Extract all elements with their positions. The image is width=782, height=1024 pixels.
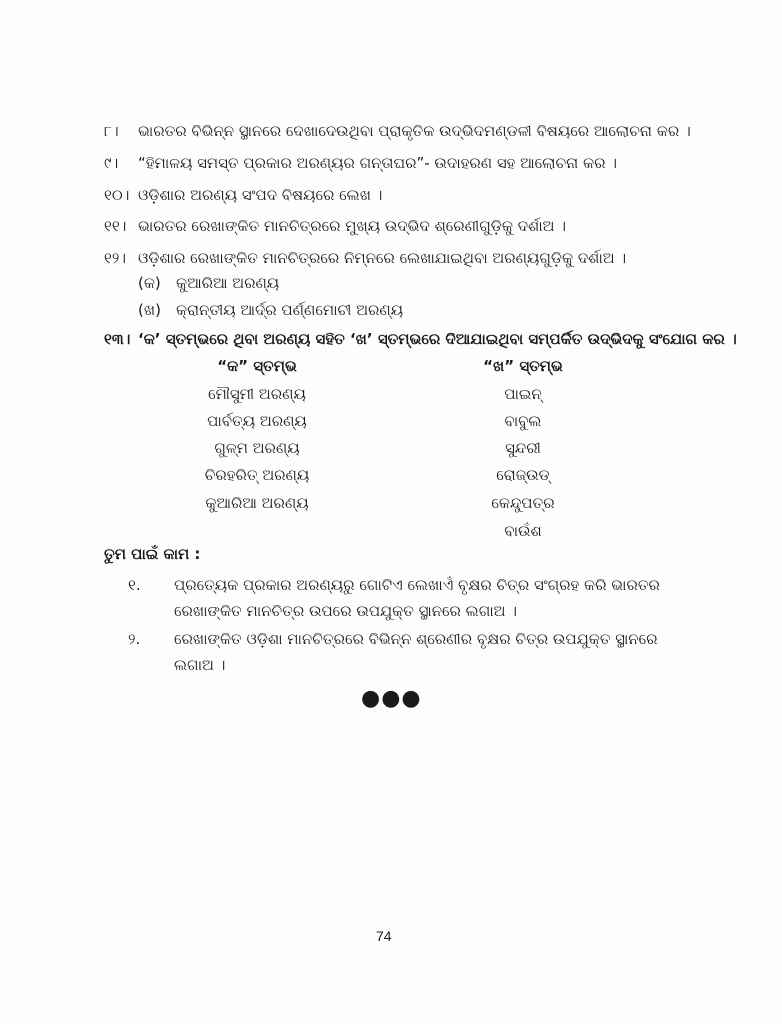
question-text: ଭାରତର ବିଭିନ୍ନ ସ୍ଥାନରେ ଦେଖାଦେଉଥିବା ପ୍ରାକୃତିକ ଉଦ୍ଭିଦମଣ୍ଡଳୀ ବିଷୟରେ ଆଲୋଚନା କର ।	[138, 122, 691, 140]
task-text: ରେଖାଙ୍କିତ ଓଡ଼ିଶା ମାନଚିତ୍ରରେ ବିଭିନ୍ନ ଶ୍ରେଣୀର ବୃକ୍ଷର ଚିତ୍ର ଉପଯୁକ୍ତ ସ୍ଥାନରେ ଲଗାଅ ।	[174, 630, 658, 674]
question-number: ୧୧।	[104, 217, 127, 235]
column-a-item: ଚିରହରିତ୍ ଅରଣ୍ୟ	[204, 466, 310, 484]
question-10	[104, 184, 382, 206]
sub-text: କ୍ରାନ୍ତୀୟ ଆର୍ଦ୍ର ପର୍ଣ୍ଣମୋଚୀ ଅରଣ୍ୟ	[176, 301, 404, 319]
column-a-heading: “କ” ସ୍ତମ୍ଭ	[217, 357, 297, 375]
section-separator: ●●●	[361, 686, 422, 711]
task-number: ୧.	[128, 576, 141, 594]
question-number: ୧୩।	[104, 330, 131, 348]
question-text: ଭାରତର ରେଖାଙ୍କିତ ମାନଚିତ୍ରରେ ମୁଖ୍ୟ ଉଦ୍ଭିଦ ଶ୍ରେଣୀଗୁଡ଼ିକୁ ଦର୍ଶାଅ ।	[138, 217, 566, 235]
question-12	[104, 247, 626, 269]
column-b-item: ରୋଜ୍‌ଉଡ୍	[496, 466, 550, 484]
q12-sub-ka	[138, 272, 279, 294]
sub-label: (କ)	[138, 274, 161, 292]
question-number: ୮।	[104, 122, 119, 140]
q12-sub-kha	[138, 299, 403, 321]
column-b-item: ବାବୁଲ	[504, 412, 542, 430]
column-b-item: ବାଉଁଶ	[504, 522, 542, 540]
task-text: ପ୍ରତ୍ୟେକ ପ୍ରକାର ଅରଣ୍ୟରୁ ଗୋଟିଏ ଲେଖାଏଁ ବୃକ୍ଷର ଚିତ୍ର ସଂଗ୍ରହ କରି ଭାରତର ରେଖାଙ୍କିତ ମାନଚିତ୍ର ଉପରେ ଉପଯୁକ୍ତ ସ୍ଥାନରେ ଲଗାଅ ।	[174, 576, 660, 620]
column-a-item: କୁଆରିଆ ଅରଣ୍ୟ	[205, 494, 309, 512]
question-text: “ହିମାଳୟ ସମସ୍ତ ପ୍ରକାର ଅରଣ୍ୟର ଗନ୍ତାଘର”- ଉଦାହରଣ ସହ ଆଲୋଚନା କର ।	[138, 154, 617, 172]
task-item	[128, 626, 674, 678]
question-11	[104, 215, 566, 237]
column-b-item: କେନ୍ଦୁପତ୍ର	[491, 494, 555, 512]
page-number: 74	[376, 928, 392, 944]
sub-text: କୁଆରିଆ ଅରଣ୍ୟ	[176, 274, 280, 292]
column-b-heading: “ଖ” ସ୍ତମ୍ଭ	[483, 357, 563, 375]
question-number: ୧୨।	[104, 249, 127, 267]
column-b-item: ସୁନ୍ଦରୀ	[505, 439, 541, 457]
question-text: ଓଡ଼ିଶାର ରେଖାଙ୍କିତ ମାନଚିତ୍ରରେ ନିମ୍ନରେ ଲେଖାଯାଇଥିବା ଅରଣ୍ୟଗୁଡ଼ିକୁ ଦର୍ଶାଅ ।	[138, 249, 627, 267]
column-a-item: ଗୁଳ୍ମ ଅରଣ୍ୟ	[214, 439, 300, 457]
question-9	[104, 152, 617, 174]
question-13	[104, 328, 737, 350]
column-a-item: ମୌସୁମୀ ଅରଣ୍ୟ	[208, 385, 306, 403]
tasks-heading: ତୁମ ପାଇଁ କାମ :	[104, 545, 201, 563]
question-number: ୧୦।	[104, 186, 130, 204]
task-number: ୨.	[128, 630, 141, 648]
task-item	[128, 572, 674, 624]
sub-label: (ଖ)	[138, 301, 161, 319]
question-number: ୯।	[104, 154, 119, 172]
question-text: ଓଡ଼ିଶାର ଅରଣ୍ୟ ସଂପଦ ବିଷୟରେ ଲେଖ ।	[138, 186, 383, 204]
column-a-item: ପାର୍ବତ୍ୟ ଅରଣ୍ୟ	[207, 412, 307, 430]
column-b-item: ପାଇନ୍	[504, 385, 542, 403]
question-text: ‘କ’ ସ୍ତମ୍ଭରେ ଥିବା ଅରଣ୍ୟ ସହିତ ‘ଖ’ ସ୍ତମ୍ଭରେ ଦିଆଯାଇଥିବା ସମ୍ପର୍କିତ ଉଦ୍ଭିଦକୁ ସଂଯୋଗ କର ।	[138, 330, 737, 348]
question-8	[104, 120, 691, 142]
